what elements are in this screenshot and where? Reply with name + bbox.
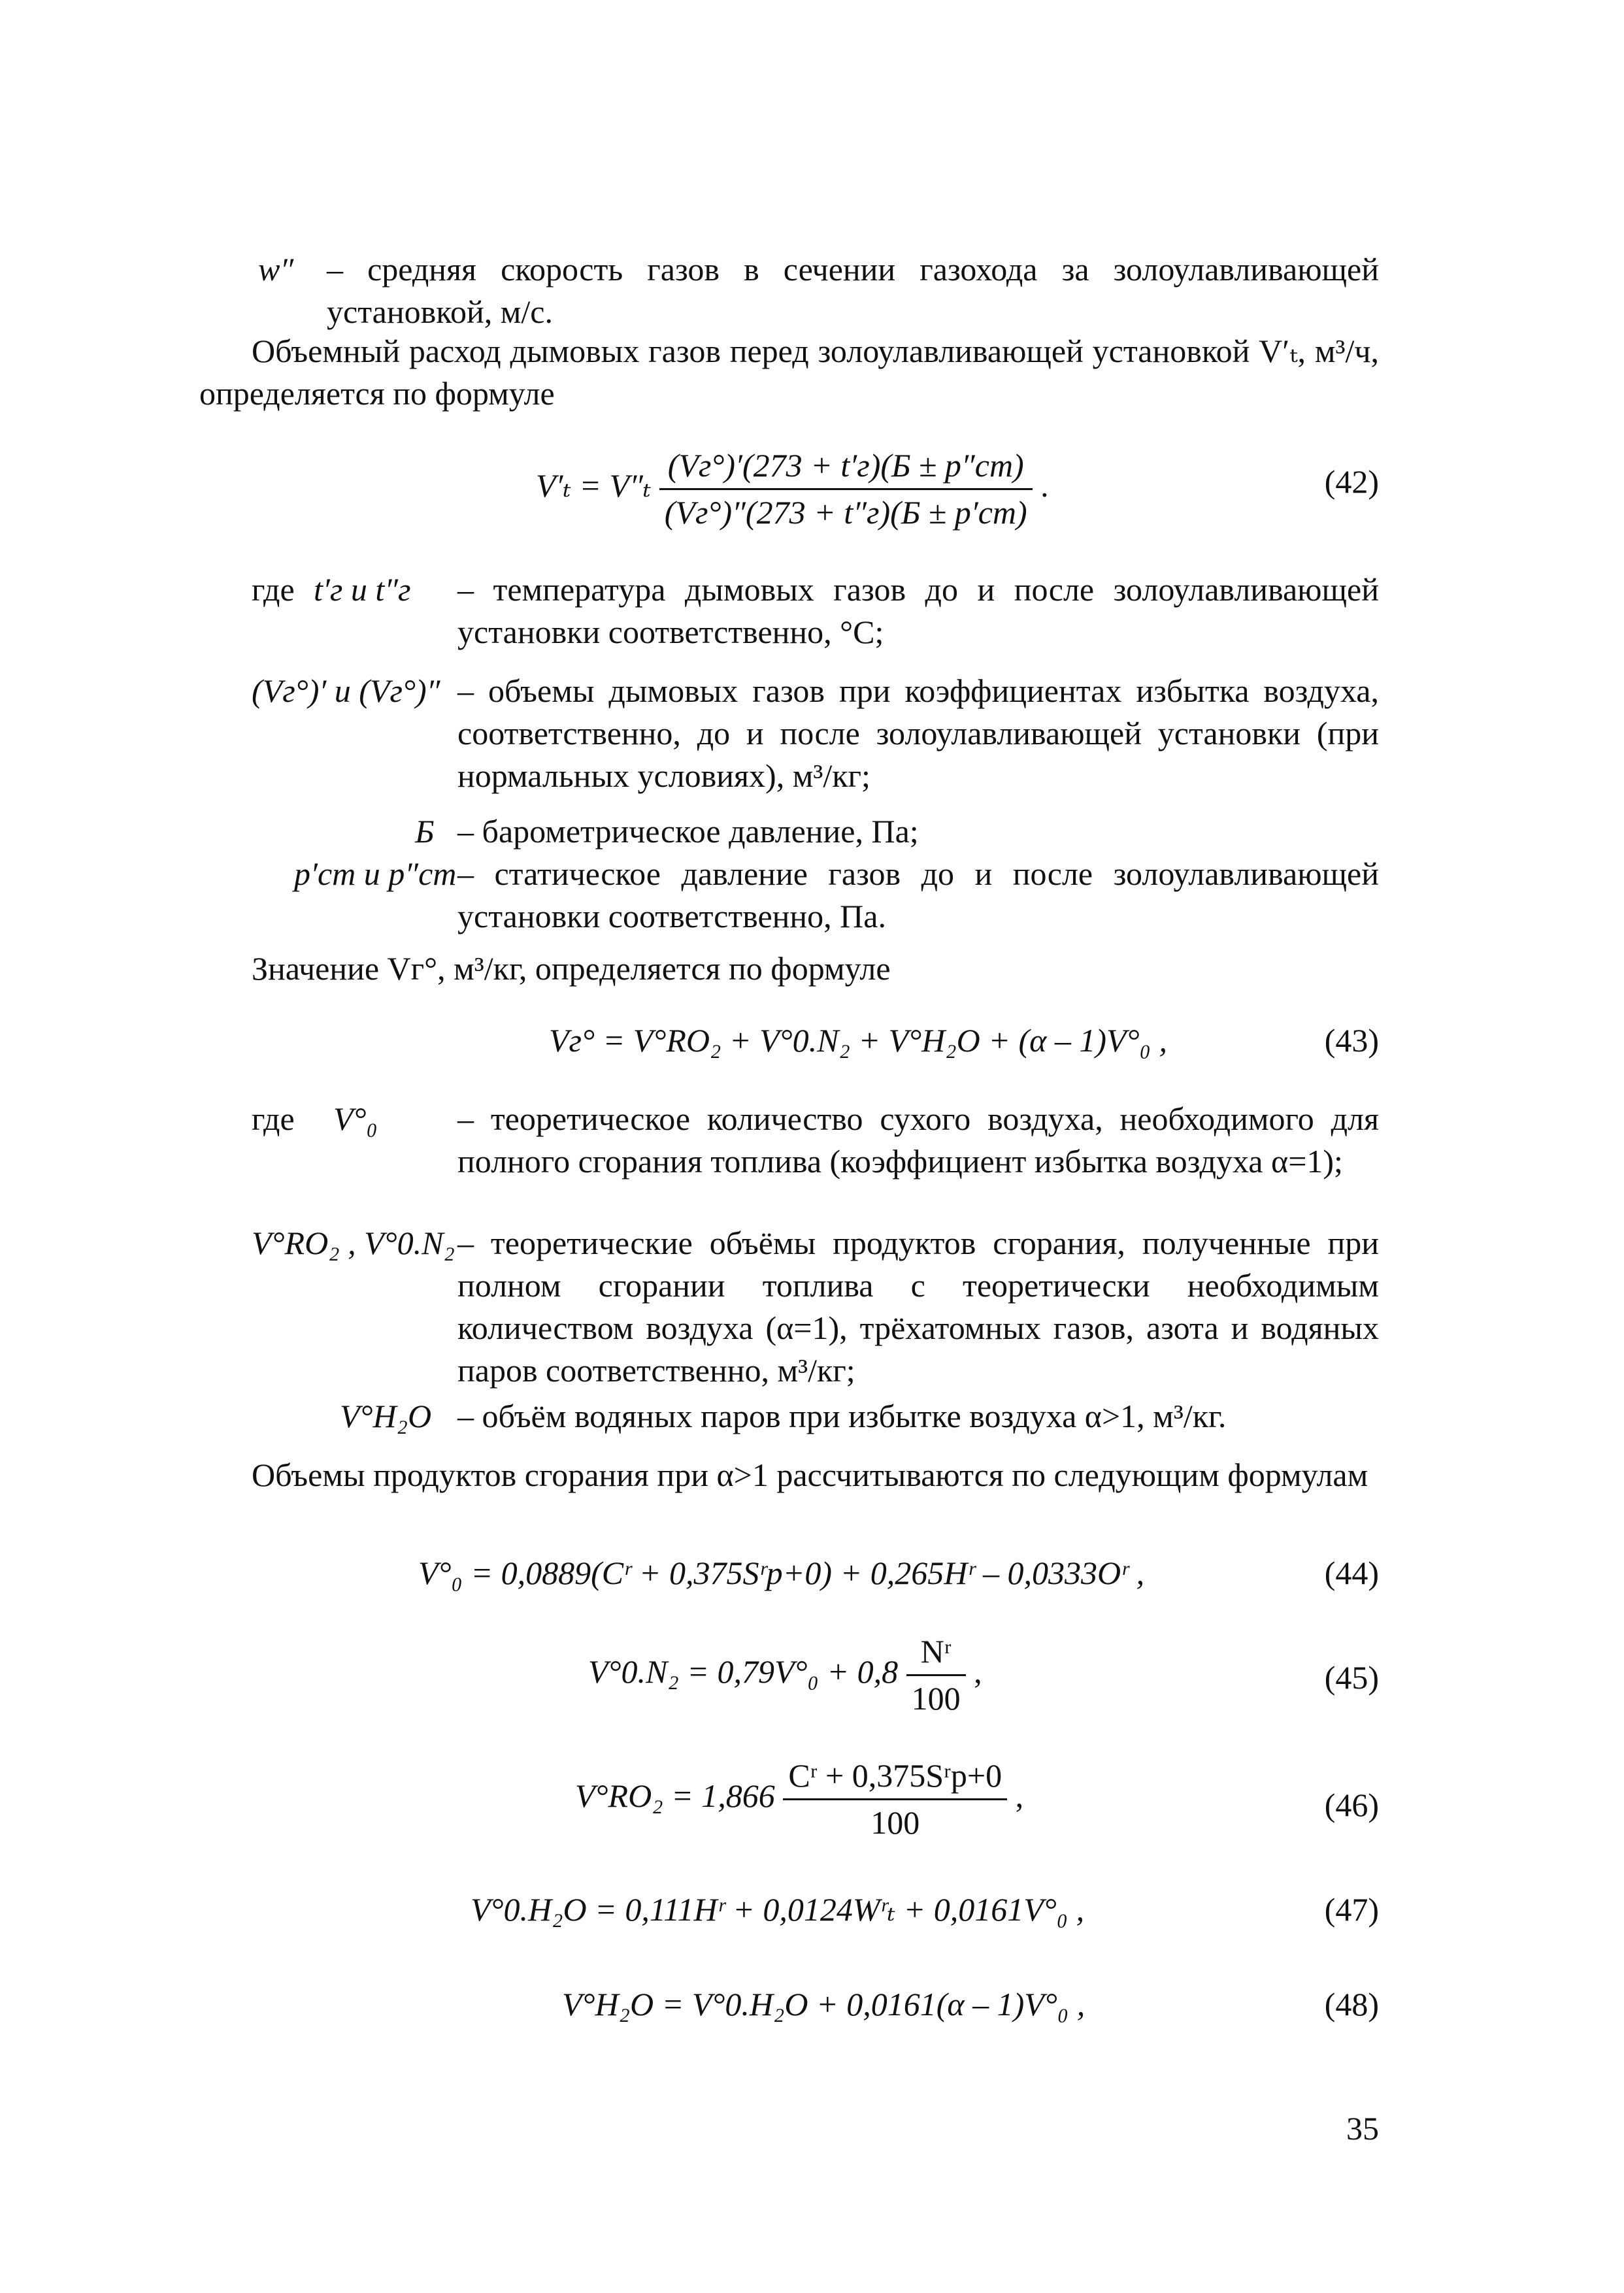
equation-number-46: (46) (1324, 1787, 1379, 1823)
where-label-1: где (252, 571, 295, 608)
def-symbol-water-vapour: V°H₂O (340, 1398, 432, 1434)
paragraph-volume-flow: Объемный расход дымовых газов перед золоулавливающей установкой V′ₜ, м³/ч, определяется по формуле (199, 333, 1379, 412)
eq42-tail: . (1040, 467, 1049, 504)
def-symbol-temperature: t′г и t″г (314, 571, 411, 608)
equation-45 (588, 1630, 982, 1720)
eq45-fraction (906, 1630, 966, 1720)
eq42-numerator: (Vг°)′(273 + t′г)(Б ± p″ст) (659, 444, 1033, 490)
where-label-2: где (252, 1100, 295, 1137)
eq45-lhs: V°0.N₂ = 0,79V°₀ + 0,8 (588, 1653, 899, 1690)
equation-46 (575, 1755, 1023, 1844)
def-text-gas-volumes: – объемы дымовых газов при коэффициентах избытка воздуха, соответственно, до и после золоулавливающей установки (при нормальных условиях), м³/кг; (457, 672, 1379, 794)
paragraph-value-vg: Значение Vг°, м³/кг, определяется по формуле (252, 950, 891, 987)
equation-44: V°₀ = 0,0889(Cʳ + 0,375Sʳp+0) + 0,265Hʳ – 0,0333Oʳ , (418, 1555, 1145, 1591)
def-text-theoretical-volumes: – теоретические объёмы продуктов сгорания, полученные при полном сгорании топлива с теоретически необходимым количеством воздуха (α=1), трёхатомных газов, азота и водяных паров соответственно, м³/кг; (457, 1225, 1379, 1389)
equation-42 (536, 444, 1049, 534)
def-symbol-gas-volumes: (Vг°)′ и (Vг°)″ (252, 672, 440, 709)
eq46-denominator: 100 (870, 1804, 920, 1841)
eq46-lhs: V°RO₂ = 1,866 (575, 1777, 775, 1814)
def-text-v0: – теоретическое количество сухого воздуха, необходимого для полного сгорания топлива (коэффициент избытка воздуха α=1); (457, 1100, 1379, 1179)
def-text-pressure-b: – барометрическое давление, Па; (457, 813, 919, 850)
paragraph-combustion-products: Объемы продуктов сгорания при α>1 рассчитываются по следующим формулам (252, 1457, 1368, 1493)
def-text-water-vapour: – объём водяных паров при избытке воздуха α>1, м³/кг. (457, 1398, 1227, 1434)
equation-number-43: (43) (1324, 1022, 1379, 1059)
equation-47: V°0.H₂O = 0,111Hʳ + 0,0124Wʳₜ + 0,0161V°₀ , (471, 1891, 1085, 1928)
def-text-temperature: – температура дымовых газов до и после золоулавливающей установки соответственно, °С; (457, 571, 1379, 650)
eq45-tail: , (974, 1653, 982, 1690)
def-symbol-v0: V°₀ (333, 1100, 378, 1137)
equation-number-47: (47) (1324, 1891, 1379, 1928)
def-symbol-pressure-b: Б (415, 813, 435, 850)
eq45-numerator: Nʳ (906, 1630, 966, 1676)
def-text-w: – средняя скорость газов в сечении газохода за золоулавливающей установкой, м/с. (327, 251, 1379, 330)
eq42-fraction (659, 444, 1033, 534)
page-number: 35 (1346, 2110, 1379, 2147)
def-symbol-theoretical-volumes: V°RO₂ , V°0.N₂ (252, 1225, 455, 1261)
eq42-lhs: V′ₜ = V″ₜ (536, 467, 652, 504)
eq45-denominator: 100 (911, 1680, 961, 1717)
def-symbol-static-pressure: p′ст и p″ст (294, 855, 457, 892)
equation-number-44: (44) (1324, 1555, 1379, 1591)
equation-number-45: (45) (1324, 1659, 1379, 1696)
equation-number-42: (42) (1324, 463, 1379, 500)
def-symbol-w: w″ (258, 251, 294, 288)
eq46-fraction (783, 1755, 1007, 1844)
equation-number-48: (48) (1324, 1986, 1379, 2022)
eq46-tail: , (1015, 1777, 1024, 1814)
equation-48: V°H₂O = V°0.H₂O + 0,0161(α – 1)V°₀ , (562, 1986, 1085, 2022)
eq42-denominator: (Vг°)″(273 + t″г)(Б ± p′ст) (664, 494, 1027, 531)
def-text-static-pressure: – статическое давление газов до и после золоулавливающей установки соответственно, Па. (457, 855, 1379, 934)
eq46-numerator: Cʳ + 0,375Sʳp+0 (783, 1755, 1007, 1800)
equation-43: Vг° = V°RO₂ + V°0.N₂ + V°H₂O + (α – 1)V°₀ , (549, 1022, 1167, 1059)
